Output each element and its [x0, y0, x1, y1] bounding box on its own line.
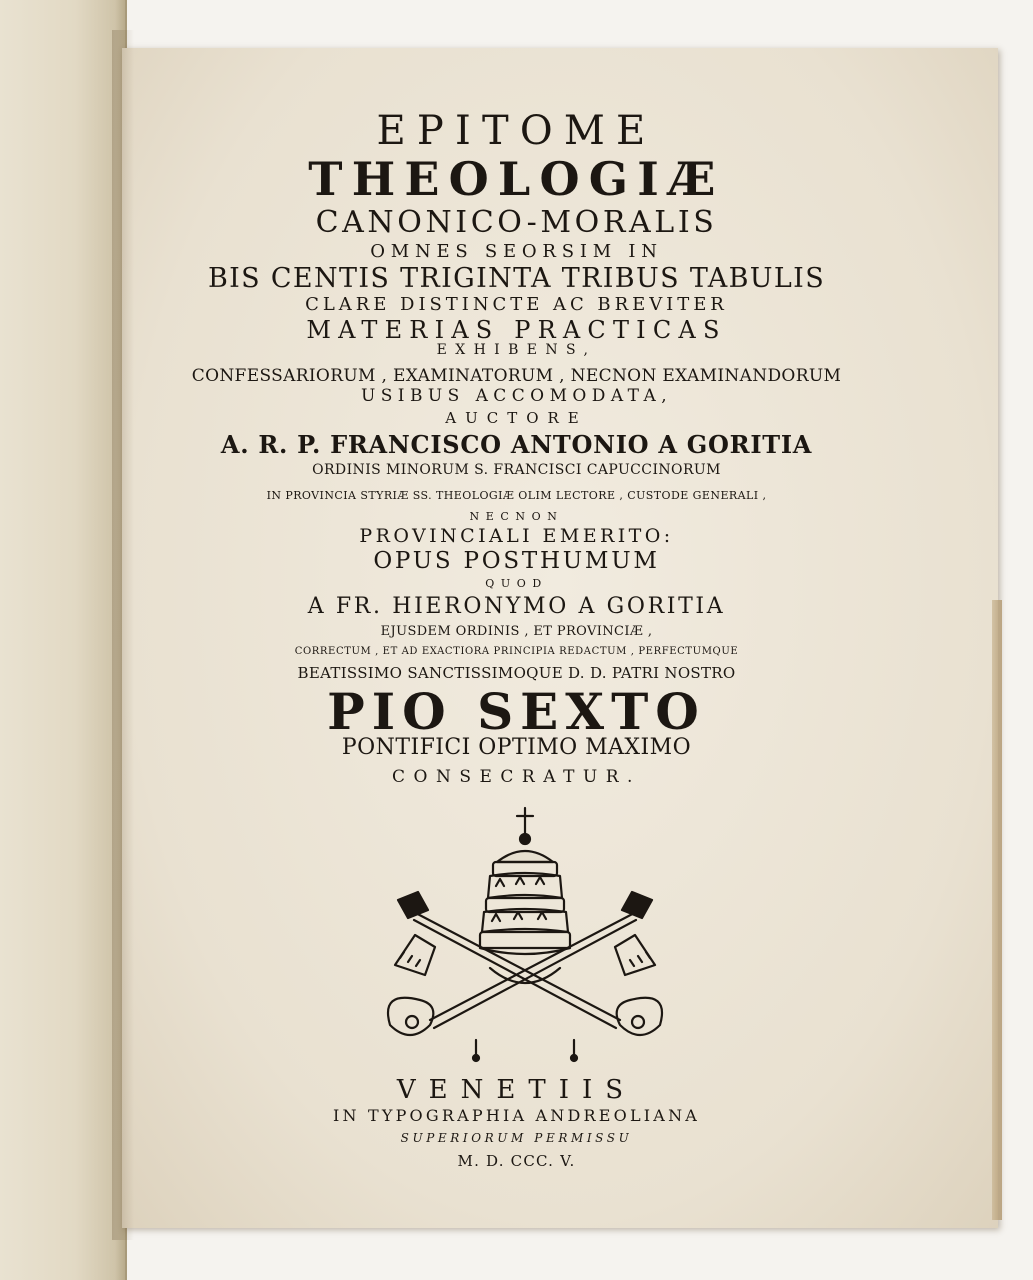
title-line-pontifici: PONTIFICI OPTIMO MAXIMO: [341, 735, 692, 760]
title-line-clare: CLARE DISTINCTE AC BREVITER: [305, 294, 728, 315]
title-line-correctum: CORRECTUM , ET AD EXACTIORA PRINCIPIA REDACTUM , PERFECTUMQUE: [294, 646, 739, 657]
imprint-printer: IN TYPOGRAPHIA ANDREOLIANA: [332, 1106, 701, 1125]
editor-name: A FR. HIERONYMO A GORITIA: [307, 594, 726, 619]
imprint-date: M. D. CCC. V.: [457, 1152, 576, 1170]
title-line-necnon: NECNON: [469, 510, 564, 523]
title-line-provincia: IN PROVINCIA STYRIÆ SS. THEOLOGIÆ OLIM LECTORE , CUSTODE GENERALI ,: [266, 489, 767, 502]
title-line-ejusdem: EJUSDEM ORDINIS , ET PROVINCIÆ ,: [380, 624, 653, 639]
title-line-theologiae: THEOLOGIÆ: [308, 152, 725, 206]
title-line-canonico-moralis: CANONICO-MORALIS: [315, 205, 718, 240]
title-line-auctore: AUCTORE: [445, 409, 588, 427]
title-line-confessariorum: CONFESSARIORUM , EXAMINATORUM , NECNON EXAMINANDORUM: [191, 366, 842, 386]
papal-tiara-crossed-keys-icon: [380, 800, 670, 1065]
title-line-dedication: BEATISSIMO SANCTISSIMOQUE D. D. PATRI NOSTRO: [297, 664, 736, 682]
title-line-ordinis: ORDINIS MINORUM S. FRANCISCI CAPUCCINORUM: [312, 462, 721, 478]
title-line-consecratur: CONSECRATUR.: [392, 767, 641, 787]
title-line-opus-posthumum: OPUS POSTHUMUM: [373, 548, 660, 574]
title-line-exhibens: EXHIBENS,: [436, 342, 597, 358]
title-line-provinciali: PROVINCIALI EMERITO:: [359, 525, 674, 547]
title-line-omnes: OMNES SEORSIM IN: [370, 241, 663, 262]
title-line-tabulis: BIS CENTIS TRIGINTA TRIBUS TABULIS: [207, 263, 826, 294]
title-line-quod: QUOD: [485, 577, 548, 590]
title-line-epitome: EPITOME: [376, 108, 657, 154]
imprint-permission: SUPERIORUM PERMISSU: [400, 1131, 633, 1145]
author-name: A. R. P. FRANCISCO ANTONIO A GORITIA: [220, 430, 813, 459]
title-line-usibus: USIBUS ACCOMODATA,: [360, 386, 673, 406]
title-line-materias: MATERIAS PRACTICAS: [306, 316, 727, 344]
imprint-city: VENETIIS: [396, 1075, 637, 1105]
dedicatee-name: PIO SEXTO: [327, 682, 706, 741]
